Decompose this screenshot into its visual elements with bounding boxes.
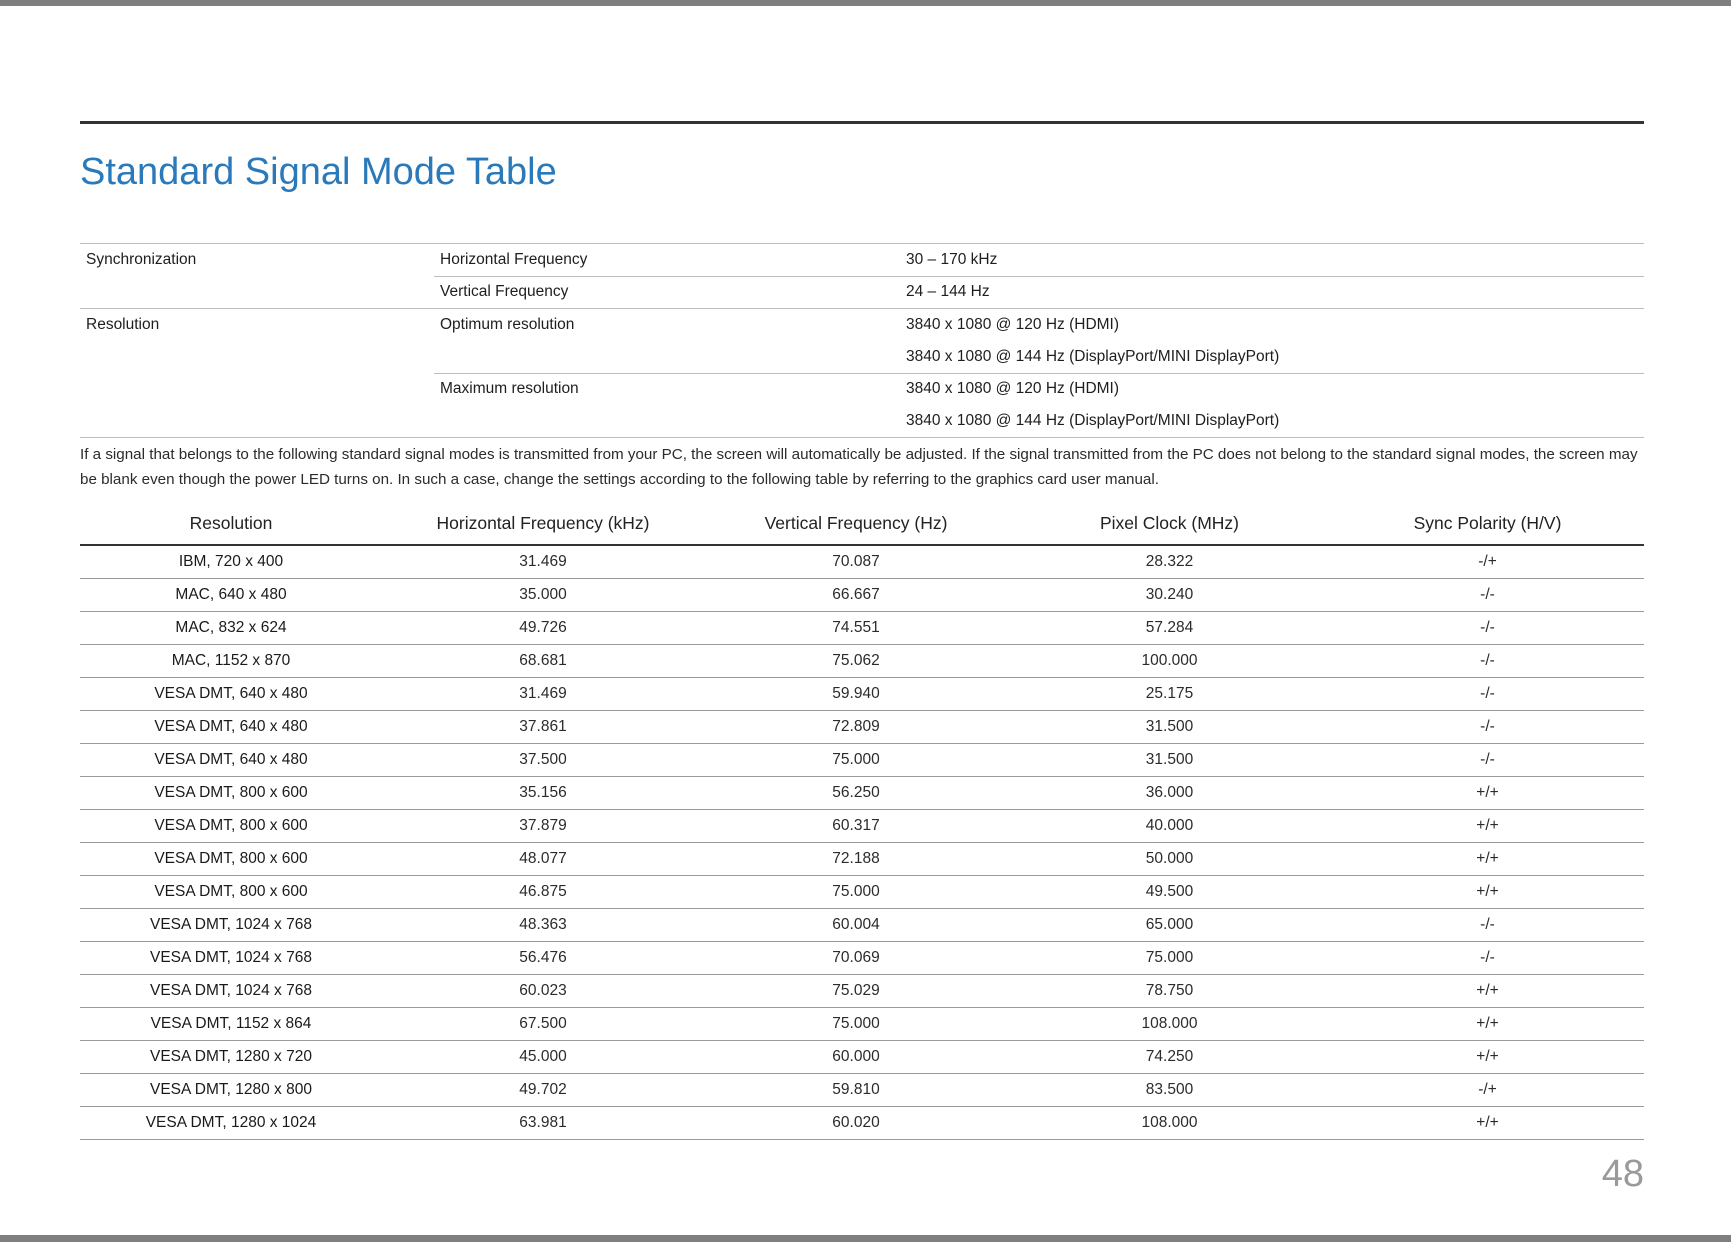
cell-horizontal-frequency: 67.500 (382, 1008, 704, 1041)
header-resolution: Resolution (80, 503, 382, 545)
cell-resolution: VESA DMT, 1280 x 800 (80, 1074, 382, 1107)
h-freq-value: 30 – 170 kHz (906, 251, 998, 268)
optimum-value-displayport: 3840 x 1080 @ 144 Hz (DisplayPort/MINI DisplayPort) (906, 348, 1280, 365)
table-row (80, 843, 1644, 876)
cell-pixel-clock: 100.000 (1008, 645, 1331, 678)
spec-table-bottom-rule (80, 437, 1644, 438)
cell-sync-polarity: +/+ (1331, 876, 1644, 909)
optimum-value-hdmi: 3840 x 1080 @ 120 Hz (HDMI) (906, 316, 1120, 333)
table-row (80, 810, 1644, 843)
cell-resolution: VESA DMT, 1024 x 768 (80, 909, 382, 942)
cell-vertical-frequency: 75.000 (704, 1008, 1008, 1041)
v-freq-label: Vertical Frequency (440, 283, 569, 300)
cell-pixel-clock: 108.000 (1008, 1008, 1331, 1041)
cell-pixel-clock: 74.250 (1008, 1041, 1331, 1074)
cell-vertical-frequency: 60.020 (704, 1107, 1008, 1140)
cell-pixel-clock: 25.175 (1008, 678, 1331, 711)
header-vertical-frequency: Vertical Frequency (Hz) (704, 503, 1008, 545)
cell-resolution: IBM, 720 x 400 (80, 545, 382, 579)
cell-horizontal-frequency: 48.077 (382, 843, 704, 876)
cell-resolution: VESA DMT, 640 x 480 (80, 678, 382, 711)
cell-pixel-clock: 75.000 (1008, 942, 1331, 975)
signal-mode-table (80, 503, 1644, 1140)
cell-pixel-clock: 50.000 (1008, 843, 1331, 876)
table-row (80, 1041, 1644, 1074)
cell-horizontal-frequency: 31.469 (382, 545, 704, 579)
cell-horizontal-frequency: 31.469 (382, 678, 704, 711)
table-row (80, 678, 1644, 711)
header-pixel-clock: Pixel Clock (MHz) (1008, 503, 1331, 545)
cell-vertical-frequency: 75.029 (704, 975, 1008, 1008)
cell-resolution: VESA DMT, 800 x 600 (80, 810, 382, 843)
sync-label: Synchronization (86, 251, 197, 268)
v-freq-value: 24 – 144 Hz (906, 283, 990, 300)
cell-sync-polarity: -/- (1331, 678, 1644, 711)
maximum-value-displayport: 3840 x 1080 @ 144 Hz (DisplayPort/MINI DisplayPort) (906, 412, 1280, 429)
cell-horizontal-frequency: 48.363 (382, 909, 704, 942)
cell-sync-polarity: +/+ (1331, 1041, 1644, 1074)
spec-row-optimum-resolution (80, 308, 1644, 373)
cell-horizontal-frequency: 35.156 (382, 777, 704, 810)
cell-sync-polarity: -/- (1331, 645, 1644, 678)
cell-resolution: VESA DMT, 800 x 600 (80, 876, 382, 909)
cell-resolution: MAC, 640 x 480 (80, 579, 382, 612)
cell-pixel-clock: 31.500 (1008, 711, 1331, 744)
cell-pixel-clock: 108.000 (1008, 1107, 1331, 1140)
cell-vertical-frequency: 72.188 (704, 843, 1008, 876)
cell-horizontal-frequency: 56.476 (382, 942, 704, 975)
cell-horizontal-frequency: 60.023 (382, 975, 704, 1008)
cell-horizontal-frequency: 49.702 (382, 1074, 704, 1107)
cell-sync-polarity: +/+ (1331, 843, 1644, 876)
signal-mode-note: If a signal that belongs to the following standard signal modes is transmitted from your PC, the screen will automatically be adjusted. If the signal transmitted from the PC does not belong to the standard signal modes, the screen may be blank even though the power LED turns on. In such a case, change the settings according to the following table by referring to the graphics card user manual. (80, 446, 1638, 488)
table-row (80, 744, 1644, 777)
table-row (80, 579, 1644, 612)
page-number: 48 (1601, 1153, 1644, 1195)
table-row (80, 1107, 1644, 1140)
table-row (80, 612, 1644, 645)
spec-row-maximum-resolution (80, 373, 1644, 437)
cell-pixel-clock: 83.500 (1008, 1074, 1331, 1107)
cell-vertical-frequency: 75.062 (704, 645, 1008, 678)
table-row (80, 1008, 1644, 1041)
cell-resolution: VESA DMT, 1024 x 768 (80, 975, 382, 1008)
cell-vertical-frequency: 59.940 (704, 678, 1008, 711)
optimum-label: Optimum resolution (440, 316, 575, 333)
cell-vertical-frequency: 60.000 (704, 1041, 1008, 1074)
cell-resolution: VESA DMT, 1024 x 768 (80, 942, 382, 975)
cell-resolution: MAC, 832 x 624 (80, 612, 382, 645)
cell-sync-polarity: +/+ (1331, 975, 1644, 1008)
cell-horizontal-frequency: 45.000 (382, 1041, 704, 1074)
cell-sync-polarity: -/- (1331, 579, 1644, 612)
cell-vertical-frequency: 60.004 (704, 909, 1008, 942)
cell-resolution: VESA DMT, 1280 x 720 (80, 1041, 382, 1074)
cell-sync-polarity: -/+ (1331, 1074, 1644, 1107)
cell-sync-polarity: -/- (1331, 612, 1644, 645)
cell-horizontal-frequency: 37.861 (382, 711, 704, 744)
cell-vertical-frequency: 59.810 (704, 1074, 1008, 1107)
header-horizontal-frequency: Horizontal Frequency (kHz) (382, 503, 704, 545)
cell-horizontal-frequency: 37.500 (382, 744, 704, 777)
cell-pixel-clock: 30.240 (1008, 579, 1331, 612)
cell-horizontal-frequency: 49.726 (382, 612, 704, 645)
cell-sync-polarity: +/+ (1331, 1008, 1644, 1041)
cell-pixel-clock: 65.000 (1008, 909, 1331, 942)
cell-horizontal-frequency: 37.879 (382, 810, 704, 843)
maximum-label: Maximum resolution (440, 380, 579, 397)
cell-sync-polarity: -/- (1331, 711, 1644, 744)
header-sync-polarity: Sync Polarity (H/V) (1331, 503, 1644, 545)
resolution-label: Resolution (86, 316, 160, 333)
cell-resolution: VESA DMT, 800 x 600 (80, 843, 382, 876)
cell-vertical-frequency: 70.069 (704, 942, 1008, 975)
table-header-row (80, 503, 1644, 545)
cell-vertical-frequency: 74.551 (704, 612, 1008, 645)
cell-pixel-clock: 36.000 (1008, 777, 1331, 810)
table-row (80, 645, 1644, 678)
maximum-value-hdmi: 3840 x 1080 @ 120 Hz (HDMI) (906, 380, 1120, 397)
cell-vertical-frequency: 75.000 (704, 744, 1008, 777)
spec-table (80, 243, 1644, 438)
h-freq-label: Horizontal Frequency (440, 251, 588, 268)
cell-pixel-clock: 28.322 (1008, 545, 1331, 579)
cell-vertical-frequency: 60.317 (704, 810, 1008, 843)
table-row (80, 1074, 1644, 1107)
cell-vertical-frequency: 70.087 (704, 545, 1008, 579)
cell-horizontal-frequency: 68.681 (382, 645, 704, 678)
cell-vertical-frequency: 75.000 (704, 876, 1008, 909)
cell-vertical-frequency: 66.667 (704, 579, 1008, 612)
cell-vertical-frequency: 56.250 (704, 777, 1008, 810)
table-row (80, 777, 1644, 810)
table-row (80, 942, 1644, 975)
table-row (80, 876, 1644, 909)
cell-resolution: VESA DMT, 1280 x 1024 (80, 1107, 382, 1140)
cell-sync-polarity: +/+ (1331, 777, 1644, 810)
page-title: Standard Signal Mode Table (80, 151, 557, 193)
table-row (80, 545, 1644, 579)
spec-row-horizontal-frequency (80, 243, 1644, 276)
cell-pixel-clock: 31.500 (1008, 744, 1331, 777)
cell-sync-polarity: -/- (1331, 942, 1644, 975)
cell-pixel-clock: 78.750 (1008, 975, 1331, 1008)
cell-resolution: VESA DMT, 1152 x 864 (80, 1008, 382, 1041)
bottom-border (0, 1235, 1731, 1242)
cell-vertical-frequency: 72.809 (704, 711, 1008, 744)
cell-resolution: VESA DMT, 640 x 480 (80, 744, 382, 777)
cell-resolution: MAC, 1152 x 870 (80, 645, 382, 678)
cell-pixel-clock: 57.284 (1008, 612, 1331, 645)
cell-pixel-clock: 49.500 (1008, 876, 1331, 909)
cell-horizontal-frequency: 35.000 (382, 579, 704, 612)
cell-sync-polarity: -/- (1331, 744, 1644, 777)
spec-row-vertical-frequency (80, 276, 1644, 308)
table-body (80, 545, 1644, 1140)
header-rule (80, 121, 1644, 124)
cell-sync-polarity: +/+ (1331, 1107, 1644, 1140)
cell-pixel-clock: 40.000 (1008, 810, 1331, 843)
cell-horizontal-frequency: 46.875 (382, 876, 704, 909)
table-row (80, 711, 1644, 744)
top-border (0, 0, 1731, 6)
table-row (80, 975, 1644, 1008)
cell-resolution: VESA DMT, 800 x 600 (80, 777, 382, 810)
cell-resolution: VESA DMT, 640 x 480 (80, 711, 382, 744)
cell-sync-polarity: -/+ (1331, 545, 1644, 579)
cell-horizontal-frequency: 63.981 (382, 1107, 704, 1140)
table-row (80, 909, 1644, 942)
cell-sync-polarity: +/+ (1331, 810, 1644, 843)
cell-sync-polarity: -/- (1331, 909, 1644, 942)
